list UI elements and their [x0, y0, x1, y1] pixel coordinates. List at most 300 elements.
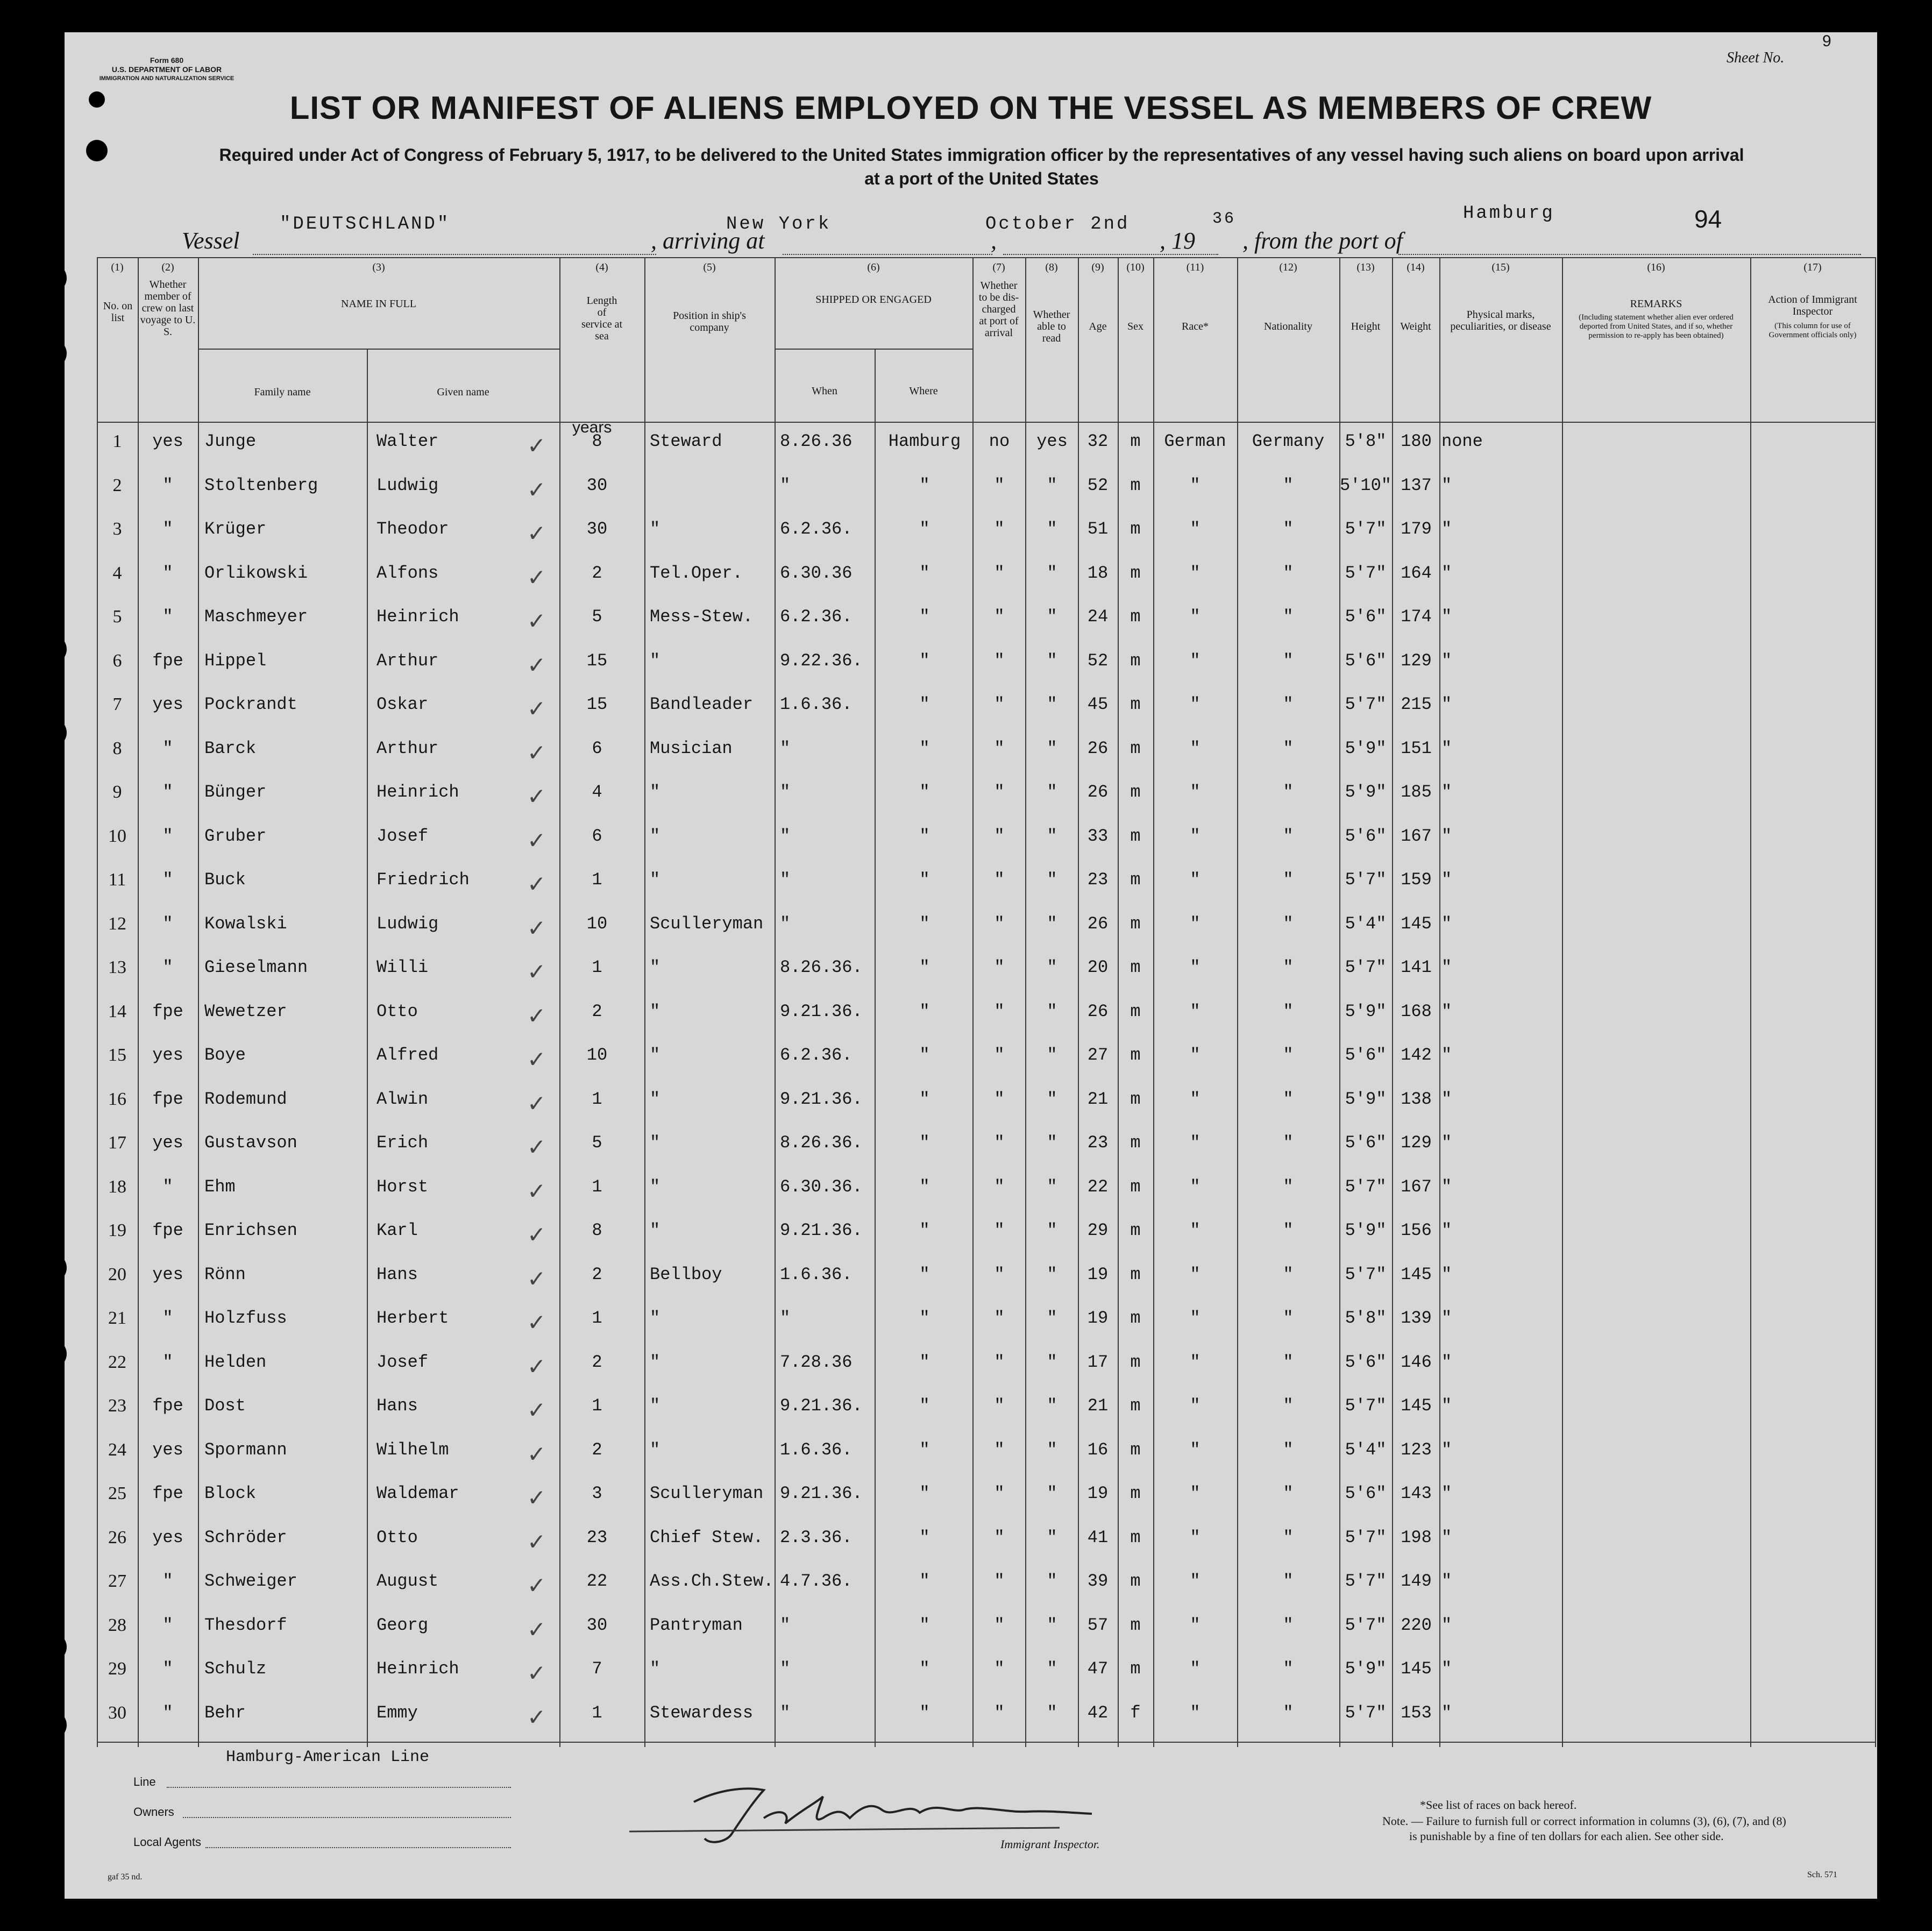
crew-last-voyage: yes	[152, 1264, 183, 1284]
race: "	[1190, 870, 1201, 890]
length-of-service: 30	[586, 1615, 608, 1635]
to-be-discharged: "	[994, 694, 1005, 714]
shipped-where: "	[919, 1702, 930, 1723]
to-be-discharged: "	[994, 1220, 1005, 1240]
col-divider	[644, 257, 645, 1747]
shipped-where: "	[919, 475, 930, 495]
printer-mark: gaf 35 nd.	[108, 1872, 143, 1882]
check-mark: ✓	[527, 1223, 546, 1248]
check-mark: ✓	[527, 565, 546, 591]
family-name: Behr	[204, 1702, 246, 1723]
col-number: (14)	[1407, 261, 1425, 273]
row-number: 8	[112, 738, 122, 758]
row-number: 21	[108, 1308, 126, 1328]
given-name: Friedrich	[377, 870, 470, 890]
check-mark: ✓	[527, 1486, 546, 1511]
position: "	[650, 1308, 660, 1328]
length-of-service: 6	[592, 826, 602, 846]
header-subline	[198, 349, 559, 350]
col-number: (2)	[161, 261, 174, 273]
height: 5'6"	[1345, 1133, 1387, 1153]
family-name: Dost	[204, 1396, 246, 1416]
given-name: Theodor	[377, 519, 449, 539]
race: "	[1190, 1527, 1201, 1547]
age: 19	[1087, 1483, 1109, 1503]
row-number: 9	[112, 782, 122, 802]
physical-marks: "	[1441, 1571, 1452, 1591]
physical-marks: "	[1441, 913, 1452, 934]
header-where: Where	[909, 385, 938, 397]
vessel-name: "DEUTSCHLAND"	[280, 214, 451, 235]
weight: 141	[1401, 957, 1432, 977]
check-mark: ✓	[527, 872, 546, 897]
subtitle-line-2: at a port of the United States	[864, 169, 1099, 188]
shipped-where: "	[919, 738, 930, 758]
sex: m	[1130, 913, 1141, 934]
nationality: "	[1283, 1001, 1294, 1021]
age: 26	[1087, 1001, 1109, 1021]
age: 42	[1087, 1702, 1109, 1723]
crew-last-voyage: yes	[152, 1045, 183, 1065]
to-be-discharged: "	[994, 1483, 1005, 1503]
shipped-when: "	[780, 475, 791, 495]
weight: 137	[1401, 475, 1432, 495]
weight: 149	[1401, 1571, 1432, 1591]
to-be-discharged: "	[994, 870, 1005, 890]
check-mark: ✓	[527, 1574, 546, 1599]
position: "	[650, 782, 660, 802]
race: "	[1190, 957, 1201, 977]
check-mark: ✓	[527, 1135, 546, 1160]
sex: m	[1130, 607, 1141, 627]
col-number: (12)	[1279, 261, 1297, 273]
physical-marks: "	[1441, 957, 1452, 977]
weight: 145	[1401, 913, 1432, 934]
given-name: Herbert	[377, 1308, 449, 1328]
shipped-where: "	[919, 1308, 930, 1328]
shipped-when: "	[780, 1615, 791, 1635]
position: "	[650, 957, 660, 977]
length-of-service: 2	[592, 1439, 602, 1460]
sex: m	[1130, 1527, 1141, 1547]
to-be-discharged: "	[994, 1702, 1005, 1723]
col-divider	[972, 257, 974, 1747]
age: 32	[1087, 431, 1109, 451]
nationality: "	[1283, 1308, 1294, 1328]
header-length-of-service: Length of service at sea	[581, 295, 623, 342]
able-to-read: "	[1047, 1396, 1057, 1416]
header-given-name: Given name	[437, 386, 489, 398]
row-number: 13	[108, 957, 126, 977]
age: 29	[1087, 1220, 1109, 1240]
to-be-discharged: "	[994, 1001, 1005, 1021]
given-name: Emmy	[377, 1702, 418, 1723]
sex: m	[1130, 694, 1141, 714]
row-number: 1	[112, 431, 122, 451]
header-no-on-list: No. on list	[103, 300, 133, 324]
shipped-where: "	[919, 1220, 930, 1240]
to-be-discharged: "	[994, 782, 1005, 802]
check-mark: ✓	[527, 522, 546, 546]
crew-last-voyage: "	[162, 607, 173, 627]
binder-hole	[38, 635, 67, 664]
crew-last-voyage: fpe	[152, 1001, 183, 1021]
nationality: "	[1283, 1439, 1294, 1460]
races-note: *See list of races on back hereof.	[1420, 1798, 1577, 1812]
row-number: 24	[108, 1439, 126, 1460]
age: 19	[1087, 1308, 1109, 1328]
age: 22	[1087, 1176, 1109, 1197]
to-be-discharged: "	[994, 1396, 1005, 1416]
length-of-service: 1	[592, 1308, 602, 1328]
height: 5'8"	[1345, 431, 1387, 451]
race: German	[1164, 431, 1226, 451]
length-of-service: 8	[592, 431, 602, 451]
to-be-discharged: "	[994, 826, 1005, 846]
able-to-read: "	[1047, 1089, 1057, 1109]
shipped-when: 8.26.36.	[780, 957, 863, 977]
physical-marks: "	[1441, 563, 1452, 583]
physical-marks: "	[1441, 1439, 1452, 1460]
shipped-when: 9.22.36.	[780, 650, 863, 671]
position: Tel.Oper.	[650, 563, 743, 583]
nationality: "	[1283, 1264, 1294, 1284]
weight: 164	[1401, 563, 1432, 583]
able-to-read: "	[1047, 1176, 1057, 1197]
header-race: Race*	[1182, 321, 1209, 332]
crew-last-voyage: "	[162, 913, 173, 934]
page-count: 94	[1694, 205, 1722, 233]
arrival-date: October 2nd	[985, 214, 1130, 235]
physical-marks: "	[1441, 1483, 1452, 1503]
nationality: "	[1283, 1176, 1294, 1197]
age: 26	[1087, 913, 1109, 934]
position: "	[650, 1396, 660, 1416]
sex: m	[1130, 563, 1141, 583]
year-suffix: 36	[1212, 210, 1237, 228]
fine-note-1: Note. — Failure to furnish full or correct information in columns (3), (6), (7), and (8)	[1382, 1814, 1786, 1828]
row-number: 16	[108, 1089, 126, 1109]
physical-marks: "	[1441, 782, 1452, 802]
check-mark: ✓	[527, 916, 546, 941]
race: "	[1190, 1001, 1201, 1021]
nationality: "	[1283, 1702, 1294, 1723]
age: 21	[1087, 1396, 1109, 1416]
height: 5'7"	[1345, 1176, 1387, 1197]
schedule-number: Sch. 571	[1807, 1870, 1837, 1879]
header-physical-marks: Physical marks, peculiarities, or disease	[1450, 309, 1551, 332]
inspector-signature	[629, 1780, 1194, 1850]
shipped-when: "	[780, 1659, 791, 1679]
to-be-discharged: "	[994, 913, 1005, 934]
able-to-read: "	[1047, 1439, 1057, 1460]
length-of-service: 15	[586, 650, 608, 671]
given-name: Hans	[377, 1396, 418, 1416]
age: 41	[1087, 1527, 1109, 1547]
to-be-discharged: "	[994, 1264, 1005, 1284]
year-prefix-text: 19	[1171, 228, 1195, 254]
page-subtitle	[108, 143, 1856, 190]
length-of-service: 5	[592, 607, 602, 627]
race: "	[1190, 1702, 1201, 1723]
race: "	[1190, 1089, 1201, 1109]
crew-last-voyage: "	[162, 1615, 173, 1635]
nationality: "	[1283, 1659, 1294, 1679]
to-be-discharged: "	[994, 519, 1005, 539]
able-to-read: "	[1047, 913, 1057, 934]
nationality: "	[1283, 1571, 1294, 1591]
position: Musician	[650, 738, 733, 758]
vessel-underline	[253, 254, 656, 255]
able-to-read: "	[1047, 1133, 1057, 1153]
crew-last-voyage: fpe	[152, 1483, 183, 1503]
to-be-discharged: "	[994, 957, 1005, 977]
shipped-when: "	[780, 738, 791, 758]
fine-note-2: is punishable by a fine of ten dollars for each alien. See other side.	[1409, 1829, 1724, 1843]
height: 5'7"	[1345, 1264, 1387, 1284]
shipped-where: "	[919, 826, 930, 846]
sex: m	[1130, 1045, 1141, 1065]
crew-last-voyage: "	[162, 738, 173, 758]
table-bottom-line	[97, 1742, 1875, 1743]
position: "	[650, 1176, 660, 1197]
nationality: "	[1283, 475, 1294, 495]
physical-marks: "	[1441, 1045, 1452, 1065]
position: Sculleryman	[650, 913, 764, 934]
family-name: Rodemund	[204, 1089, 287, 1109]
family-name: Holzfuss	[204, 1308, 287, 1328]
crew-last-voyage: yes	[152, 431, 183, 451]
length-of-service: 22	[586, 1571, 608, 1591]
position: Pantryman	[650, 1615, 743, 1635]
sex: m	[1130, 1615, 1141, 1635]
race: "	[1190, 1264, 1201, 1284]
weight: 179	[1401, 519, 1432, 539]
height: 5'7"	[1345, 519, 1387, 539]
shipped-where: "	[919, 1483, 930, 1503]
height: 5'6"	[1345, 826, 1387, 846]
shipped-where: "	[919, 519, 930, 539]
family-name: Pockrandt	[204, 694, 297, 714]
family-name: Enrichsen	[204, 1220, 297, 1240]
local-agents-label: Local Agents	[133, 1835, 201, 1849]
weight: 129	[1401, 1133, 1432, 1153]
length-of-service: 7	[592, 1659, 602, 1679]
able-to-read: "	[1047, 1045, 1057, 1065]
position: "	[650, 1220, 660, 1240]
shipped-when: 9.21.36.	[780, 1220, 863, 1240]
shipped-where: "	[919, 957, 930, 977]
height: 5'10"	[1339, 475, 1391, 495]
height: 5'7"	[1345, 1702, 1387, 1723]
col-number: (9)	[1091, 261, 1104, 273]
sex: m	[1130, 782, 1141, 802]
physical-marks: "	[1441, 1220, 1452, 1240]
header-age: Age	[1089, 321, 1107, 332]
header-able-to-read: Whether able to read	[1033, 309, 1070, 344]
height: 5'8"	[1345, 1308, 1387, 1328]
race: "	[1190, 607, 1201, 627]
able-to-read: yes	[1036, 431, 1068, 451]
header-shipped-engaged: SHIPPED OR ENGAGED	[815, 294, 932, 306]
race: "	[1190, 1571, 1201, 1591]
row-number: 10	[108, 826, 126, 846]
height: 5'4"	[1345, 913, 1387, 934]
check-mark: ✓	[527, 1354, 546, 1380]
col-divider	[138, 257, 139, 1747]
given-name: Arthur	[377, 650, 439, 671]
family-name: Block	[204, 1483, 257, 1503]
header-height: Height	[1351, 321, 1381, 332]
physical-marks: "	[1441, 475, 1452, 495]
service-name: IMMIGRATION AND NATURALIZATION SERVICE	[99, 75, 235, 82]
check-mark: ✓	[527, 1530, 546, 1555]
shipped-where: "	[919, 1352, 930, 1372]
physical-marks: none	[1441, 431, 1483, 451]
to-be-discharged: "	[994, 650, 1005, 671]
sex: m	[1130, 826, 1141, 846]
crew-last-voyage: yes	[152, 1439, 183, 1460]
position: "	[650, 826, 660, 846]
age: 51	[1087, 519, 1109, 539]
physical-marks: "	[1441, 1001, 1452, 1021]
physical-marks: "	[1441, 1352, 1452, 1372]
nationality: "	[1283, 1045, 1294, 1065]
check-mark: ✓	[527, 960, 546, 985]
sex: m	[1130, 1352, 1141, 1372]
position: "	[650, 1352, 660, 1372]
check-mark: ✓	[527, 1179, 546, 1204]
col-divider	[1750, 257, 1751, 1747]
agents-underline	[205, 1847, 511, 1848]
crew-last-voyage: "	[162, 1702, 173, 1723]
col-divider	[1562, 257, 1563, 1747]
nationality: "	[1283, 1352, 1294, 1372]
physical-marks: "	[1441, 1308, 1452, 1328]
age: 27	[1087, 1045, 1109, 1065]
able-to-read: "	[1047, 650, 1057, 671]
row-number: 20	[108, 1264, 126, 1284]
check-mark: ✓	[527, 609, 546, 634]
header-crew-last-voyage: Whether member of crew on last voyage to U. S.	[140, 279, 196, 338]
col-divider	[559, 257, 560, 1747]
family-name: Wewetzer	[204, 1001, 287, 1021]
physical-marks: "	[1441, 1527, 1452, 1547]
binder-hole	[38, 1253, 67, 1282]
col-divider	[367, 349, 368, 1747]
physical-marks: "	[1441, 1396, 1452, 1416]
given-name: Alwin	[377, 1089, 429, 1109]
family-name: Junge	[204, 431, 257, 451]
position: "	[650, 650, 660, 671]
given-name: Oskar	[377, 694, 429, 714]
binder-hole	[86, 140, 108, 161]
shipped-where: "	[919, 1133, 930, 1153]
row-number: 2	[112, 475, 122, 495]
manifest-sheet	[65, 32, 1877, 1899]
arriving-text: arriving at	[663, 228, 765, 254]
header-remarks: REMARKS	[1630, 298, 1682, 310]
age: 52	[1087, 475, 1109, 495]
col-divider	[775, 257, 776, 1747]
weight: 145	[1401, 1396, 1432, 1416]
col-number: (6)	[867, 261, 880, 273]
age: 33	[1087, 826, 1109, 846]
age: 16	[1087, 1439, 1109, 1460]
row-number: 15	[108, 1045, 126, 1065]
position: Sculleryman	[650, 1483, 764, 1503]
sex: m	[1130, 1133, 1141, 1153]
able-to-read: "	[1047, 1615, 1057, 1635]
given-name: Alfons	[377, 563, 439, 583]
able-to-read: "	[1047, 607, 1057, 627]
shipped-when: 1.6.36.	[780, 1264, 853, 1284]
shipped-where: "	[919, 1264, 930, 1284]
check-mark: ✓	[527, 1004, 546, 1029]
binder-hole	[38, 339, 67, 368]
given-name: August	[377, 1571, 439, 1591]
given-name: Josef	[377, 826, 429, 846]
header-sex: Sex	[1127, 321, 1143, 332]
height: 5'7"	[1345, 1527, 1387, 1547]
able-to-read: "	[1047, 957, 1057, 977]
row-number: 6	[112, 650, 122, 671]
shipped-when: 9.21.36.	[780, 1089, 863, 1109]
height: 5'6"	[1345, 607, 1387, 627]
weight: 145	[1401, 1659, 1432, 1679]
position: Steward	[650, 431, 722, 451]
arriving-port: New York	[726, 214, 832, 235]
family-name: Gruber	[204, 826, 267, 846]
able-to-read: "	[1047, 1220, 1057, 1240]
family-name: Ehm	[204, 1176, 236, 1197]
position: "	[650, 870, 660, 890]
given-name: Arthur	[377, 738, 439, 758]
family-name: Thesdorf	[204, 1615, 287, 1635]
family-name: Spormann	[204, 1439, 287, 1460]
age: 23	[1087, 1133, 1109, 1153]
position: "	[650, 1133, 660, 1153]
position: Chief Stew.	[650, 1527, 764, 1547]
shipped-when: "	[780, 782, 791, 802]
form-identifier	[70, 56, 264, 83]
position: "	[650, 1045, 660, 1065]
shipped-where: "	[919, 1089, 930, 1109]
binder-hole	[38, 1710, 67, 1740]
family-name: Stoltenberg	[204, 475, 318, 495]
crew-last-voyage: "	[162, 1659, 173, 1679]
sex: m	[1130, 1264, 1141, 1284]
crew-last-voyage: "	[162, 870, 173, 890]
given-name: Josef	[377, 1352, 429, 1372]
col-number: (13)	[1356, 261, 1375, 273]
col-number: (10)	[1126, 261, 1145, 273]
shipped-where: "	[919, 1045, 930, 1065]
physical-marks: "	[1441, 1659, 1452, 1679]
height: 5'7"	[1345, 870, 1387, 890]
nationality: "	[1283, 782, 1294, 802]
height: 5'6"	[1345, 1352, 1387, 1372]
shipped-when: "	[780, 826, 791, 846]
sex: m	[1130, 519, 1141, 539]
family-name: Schweiger	[204, 1571, 297, 1591]
crew-last-voyage: "	[162, 826, 173, 846]
from-port-label: , from the port of	[1242, 228, 1403, 254]
table-top-line	[97, 257, 1875, 258]
position: "	[650, 519, 660, 539]
physical-marks: "	[1441, 1133, 1452, 1153]
check-mark: ✓	[527, 1398, 546, 1423]
